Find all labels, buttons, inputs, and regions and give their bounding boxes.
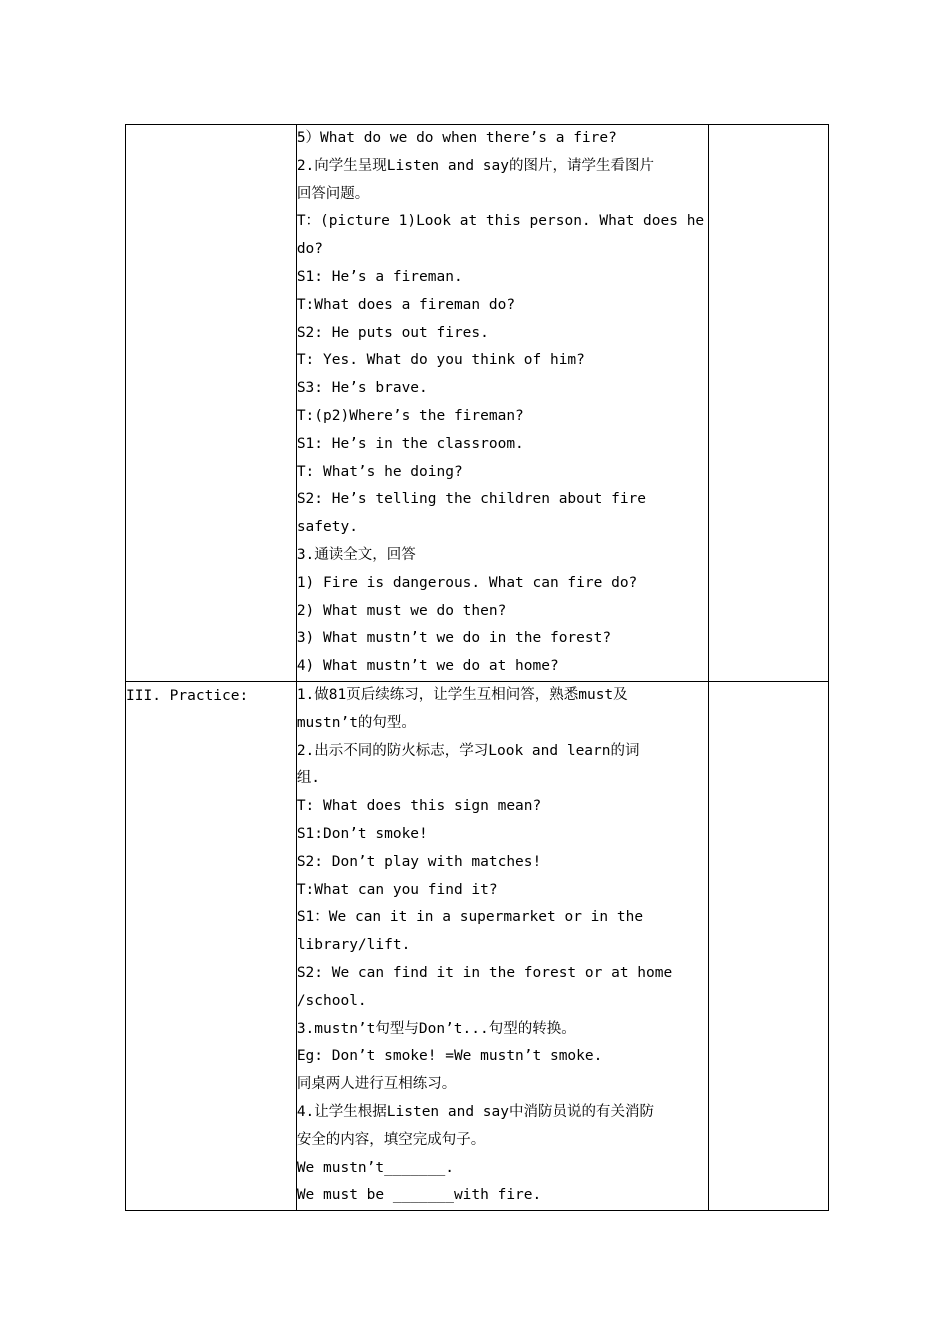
text-line: 2.向学生呈现Listen and say的图片，请学生看图片 — [296, 157, 654, 174]
text-line: 回答问题。 — [296, 185, 370, 202]
text-line: do? — [296, 241, 324, 258]
text-line: 3.通读全文，回答 — [296, 546, 416, 563]
text-line: 2) What must we do then? — [296, 602, 507, 619]
text-line: 1.做81页后续练习，让学生互相问答，熟悉must及 — [296, 687, 628, 703]
text-line: We must be _______with fire. — [296, 1187, 542, 1204]
stage-label — [126, 125, 296, 126]
text-line: We mustn’t_______. — [296, 1159, 454, 1176]
text-line: Eg: Don’t smoke! =We mustn’t smoke. — [296, 1048, 603, 1065]
text-line: 1) Fire is dangerous. What can fire do? — [296, 574, 638, 591]
text-line: safety. — [296, 519, 358, 536]
text-line: 2.出示不同的防火标志，学习Look and learn的词 — [296, 742, 640, 759]
procedure-cell — [296, 125, 708, 682]
text-line: T:(p2)Where’s the fireman? — [296, 407, 524, 424]
text-line: 安全的内容，填空完成句子。 — [296, 1131, 486, 1148]
text-line: mustn’t的句型。 — [296, 714, 416, 731]
text-line: 3.mustn’t句型与Don’t...句型的转换。 — [296, 1020, 576, 1037]
text-line: T:What can you find it? — [296, 881, 498, 898]
notes-cell — [709, 682, 829, 1211]
text-line: S2: We can find it in the forest or at home — [296, 964, 673, 981]
notes-cell — [709, 125, 829, 682]
text-line: S1: He’s a fireman. — [296, 268, 463, 285]
text-line: 4.让学生根据Listen and say中消防员说的有关消防 — [296, 1103, 654, 1120]
text-line: /school. — [296, 992, 367, 1009]
text-line: 5）What do we do when there’s a fire? — [296, 130, 617, 146]
stage-cell — [126, 682, 297, 1211]
text-line: T: Yes. What do you think of him? — [296, 352, 585, 369]
text-line: S3: He’s brave. — [296, 380, 428, 397]
stage-cell — [126, 125, 297, 682]
text-line: T: What’s he doing? — [296, 463, 463, 480]
text-line: 组. — [296, 770, 321, 787]
text-line: S1: He’s in the classroom. — [296, 435, 524, 452]
text-line: 3) What mustn’t we do in the forest? — [296, 630, 612, 647]
table-row — [126, 125, 829, 682]
text-line: 4) What mustn’t we do at home? — [296, 658, 559, 675]
text-line: 同桌两人进行互相练习。 — [296, 1076, 457, 1093]
table-row — [126, 682, 829, 1211]
stage-label: III. Practice: — [126, 688, 249, 704]
lesson-plan-table — [125, 124, 829, 1211]
text-line: S2: He puts out fires. — [296, 324, 489, 341]
text-line: library/lift. — [296, 937, 411, 954]
text-line: S1:Don’t smoke! — [296, 825, 428, 842]
text-line: T：(picture 1)Look at this person. What does he — [296, 213, 705, 230]
text-line: S2: He’s telling the children about fire — [296, 491, 647, 508]
procedure-cell — [296, 682, 708, 1211]
text-line: T: What does this sign mean? — [296, 798, 542, 815]
text-line: T:What does a fireman do? — [296, 296, 516, 313]
text-line: S1：We can it in a supermarket or in the — [296, 909, 644, 926]
text-line: S2: Don’t play with matches! — [296, 853, 542, 870]
